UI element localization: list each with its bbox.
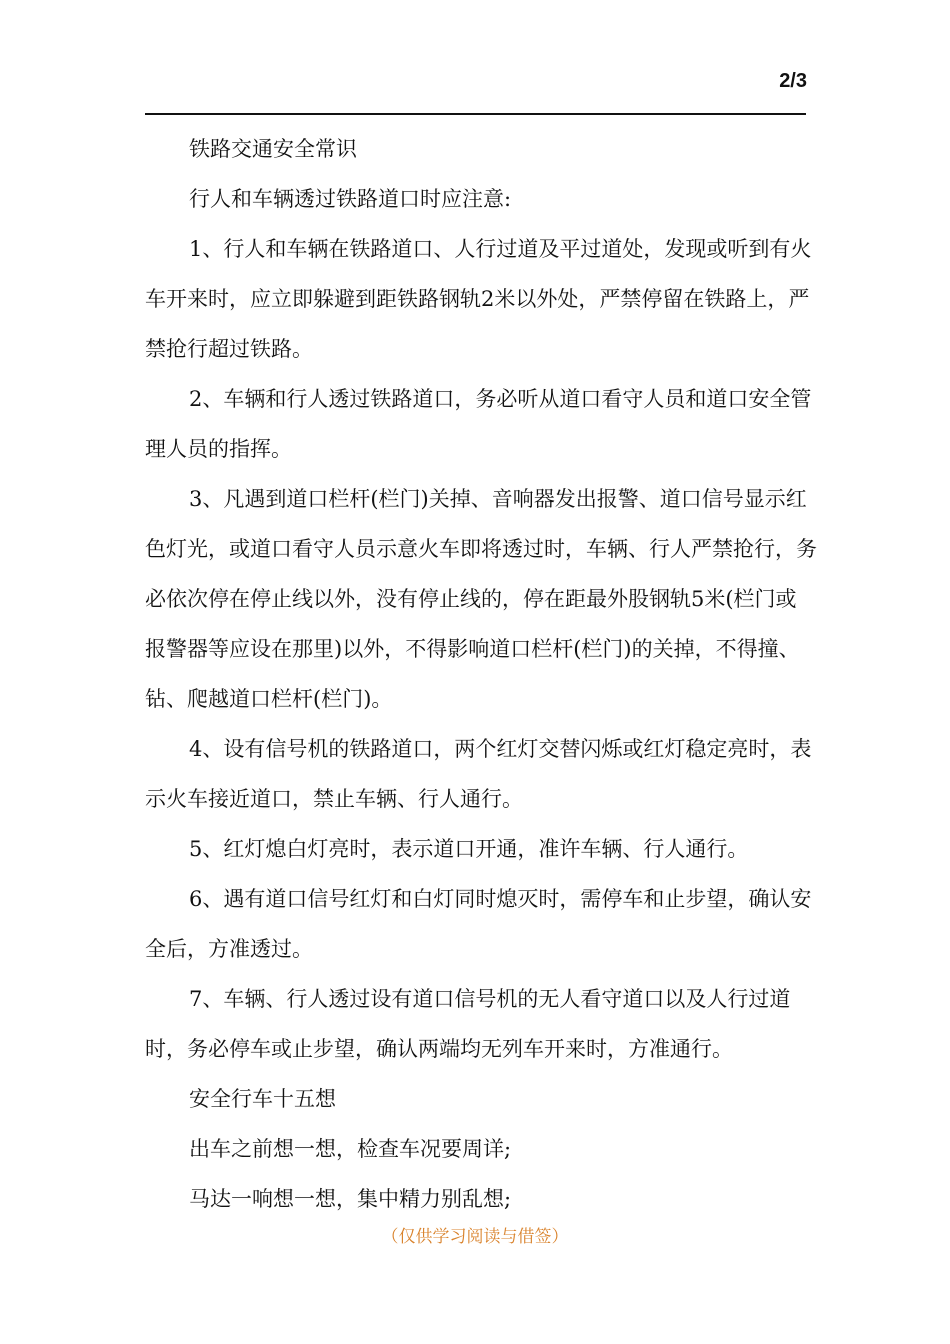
rule-paragraph-7: 7、车辆、行人透过设有道口信号机的无人看守道口以及人行过道时，务必停车或止步望，确认两端均无列车开来时，方准通行。 <box>145 987 791 1061</box>
footer-note: （仅供学习阅读与借签） <box>381 1227 569 1247</box>
document-body <box>145 124 817 1224</box>
header-divider <box>145 113 806 115</box>
verse-line-1: 出车之前想一想，检查车况要周详; <box>189 1137 512 1161</box>
rule-paragraph-4: 4、设有信号机的铁路道口，两个红灯交替闪烁或红灯稳定亮时，表示火车接近道口，禁止车辆、行人通行。 <box>145 737 812 811</box>
intro-paragraph: 行人和车辆透过铁路道口时应注意: <box>189 187 512 211</box>
verse-line-2: 马达一响想一想，集中精力别乱想; <box>189 1187 512 1211</box>
section-title-railway-safety: 铁路交通安全常识 <box>189 137 357 161</box>
rule-paragraph-2: 2、车辆和行人透过铁路道口，务必听从道口看守人员和道口安全管理人员的指挥。 <box>145 387 812 461</box>
section-title-fifteen-thoughts: 安全行车十五想 <box>189 1087 336 1111</box>
rule-paragraph-1: 1、行人和车辆在铁路道口、人行过道及平过道处，发现或听到有火车开来时，应立即躲避到距铁路钢轨2米以外处，严禁停留在铁路上，严禁抢行超过铁路。 <box>145 237 812 361</box>
page-number: 2/3 <box>779 70 807 92</box>
rule-paragraph-5: 5、红灯熄白灯亮时，表示道口开通，准许车辆、行人通行。 <box>189 837 749 861</box>
rule-paragraph-3: 3、凡遇到道口栏杆(栏门)关掉、音响器发出报警、道口信号显示红色灯光，或道口看守人员示意火车即将透过时，车辆、行人严禁抢行，务必依次停在停止线以外，没有停止线的，停在距最外股钢轨5米(栏门或报警器等应设在那里)以外，不得影响道口栏杆(栏门)的关掉，不得撞、钻、爬越道口栏杆(栏门)。 <box>145 487 817 711</box>
rule-paragraph-6: 6、遇有道口信号红灯和白灯同时熄灭时，需停车和止步望，确认安全后，方准透过。 <box>145 887 812 961</box>
